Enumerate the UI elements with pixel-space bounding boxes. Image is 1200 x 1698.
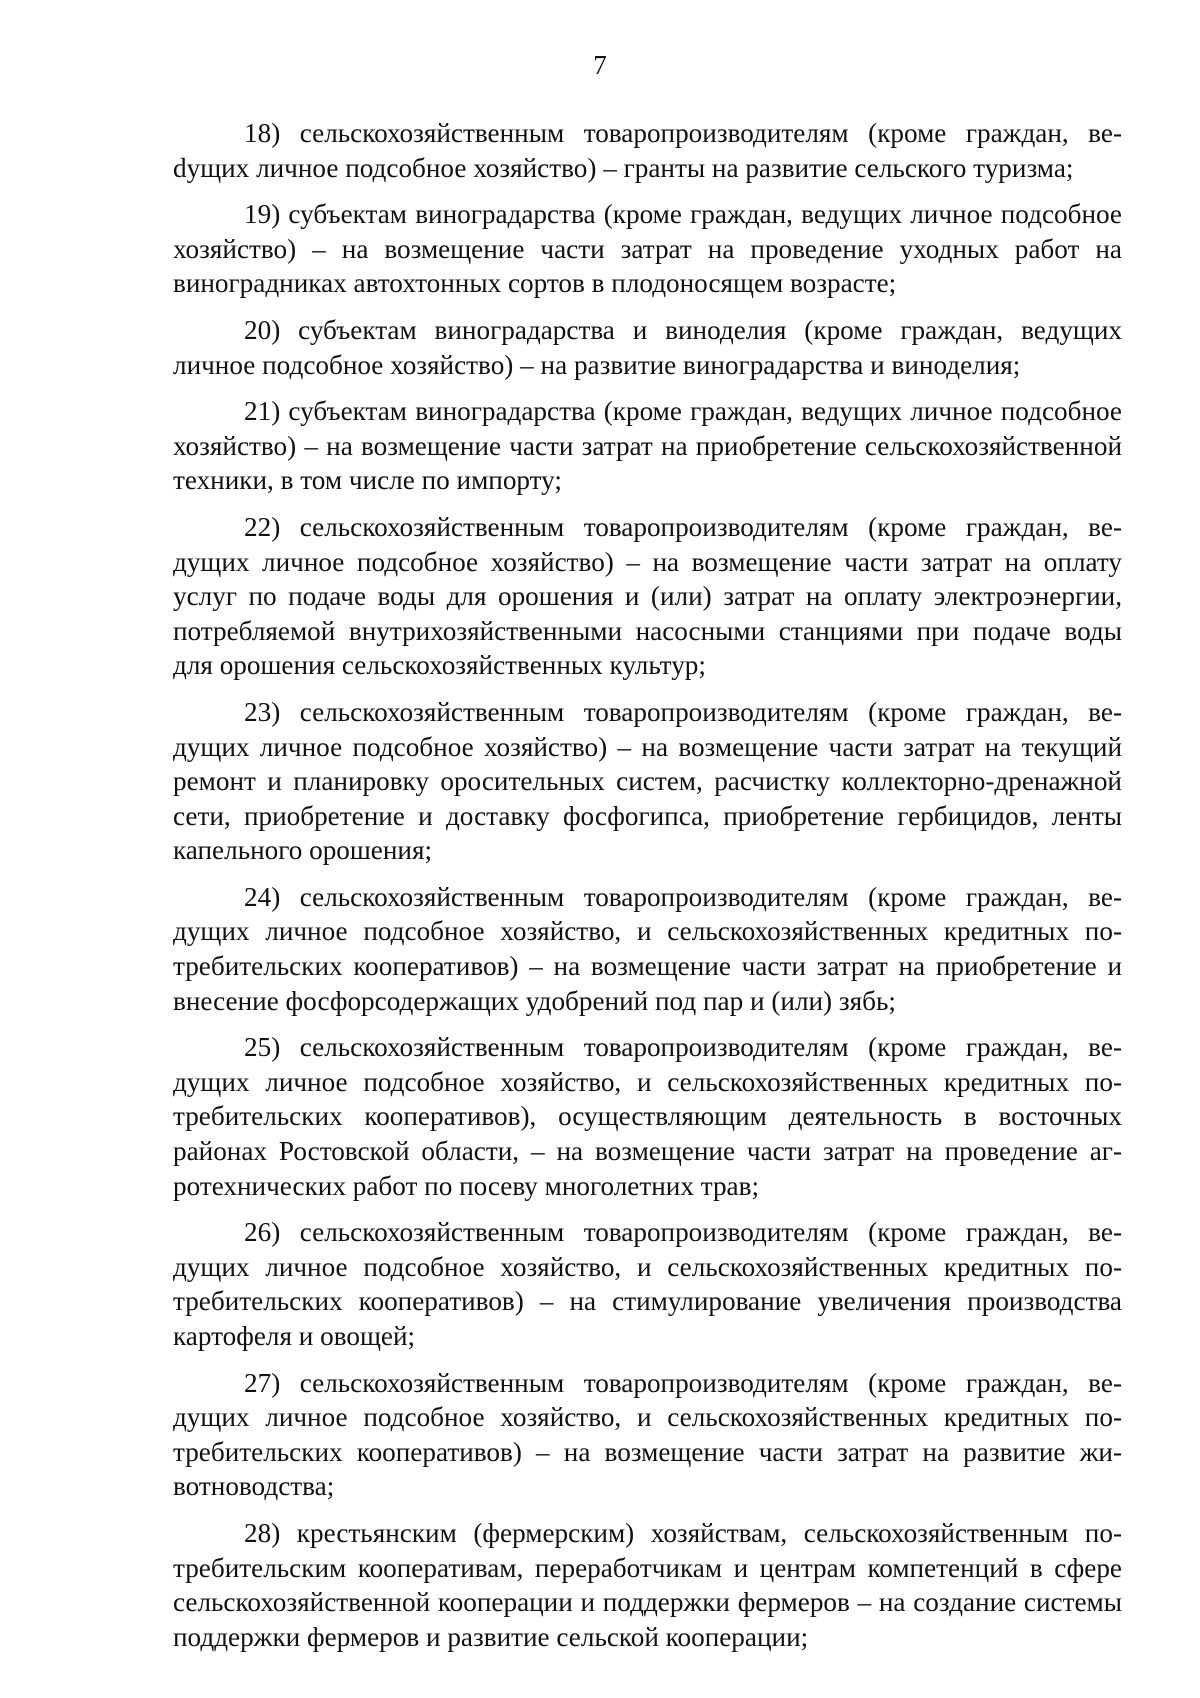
paragraph-24: 24) сельскохозяйственным товаропроизводителям (кроме граждан, ведущих личное подсобное хозяйство, и сельскохозяйственных кредитных потребительских кооперативов) – на возмещение части затрат на приобретение и внесение фосфорсодержащих удобрений под пар и (или) зябь; [173, 881, 1122, 1016]
paragraph-26: 26) сельскохозяйственным товаропроизводителям (кроме граждан, ведущих личное подсобное хозяйство, и сельскохозяйственных кредитных потребительских кооперативов) – на стимулирование увеличения производства картофеля и овощей; [173, 1217, 1122, 1351]
page-number: 7 [593, 50, 607, 80]
paragraph-20: 20) субъектам виноградарства и виноделия (кроме граждан, ведущих личное подсобное хозяйство) – на развитие виноградарства и виноделия; [173, 314, 1122, 380]
paragraph-23: 23) сельскохозяйственным товаропроизводителям (кроме граждан, ведущих личное подсобное хозяйство) – на возмещение части затрат на текущий ремонт и планировку оросительных систем, расчистку коллекторно-дренажной сети, приобретение и доставку фосфогипса, приобретение гербицидов, ленты капельного орошения; [173, 696, 1122, 866]
document-body [173, 116, 1122, 1666]
paragraph-28: 28) крестьянским (фермерским) хозяйствам, сельскохозяйственным потребительским кооперативам, переработчикам и центрам компетенций в сфере сельскохозяйственной кооперации и поддержки фермеров – на создание системы поддержки фермеров и развитие сельской кооперации; [173, 1517, 1122, 1652]
paragraph-18: 18) сельскохозяйственным товаропроизводителям (кроме граждан, веdущих личное подсобное хозяйство) – гранты на развитие сельского туризма; [173, 118, 1122, 183]
paragraph-22: 22) сельскохозяйственным товаропроизводителям (кроме граждан, ведущих личное подсобное хозяйство) – на возмещение части затрат на оплату услуг по подаче воды для орошения и (или) затрат на оплату электроэнергии, потребляемой внутрихозяйственными насосными станциями при подаче воды для орошения сельскохозяйственных культур; [173, 511, 1122, 681]
paragraph-27: 27) сельскохозяйственным товаропроизводителям (кроме граждан, ведущих личное подсобное хозяйство, и сельскохозяйственных кредитных потребительских кооперативов) – на возмещение части затрат на развитие животноводства; [173, 1367, 1122, 1502]
paragraph-21: 21) субъектам виноградарства (кроме граждан, ведущих личное подсобное хозяйство) – на возмещение части затрат на приобретение сельскохозяйственной техники, в том числе по импорту; [173, 396, 1122, 496]
paragraph-25: 25) сельскохозяйственным товаропроизводителям (кроме граждан, ведущих личное подсобное хозяйство, и сельскохозяйственных кредитных потребительских кооперативов), осуществляющим деятельность в восточных районах Ростовской области, – на возмещение части затрат на проведение агротехнических работ по посеву многолетних трав; [173, 1032, 1122, 1201]
paragraph-19: 19) субъектам виноградарства (кроме граждан, ведущих личное подсобное хозяйство) – на возмещение части затрат на проведение уходных работ на виноградниках автохтонных сортов в плодоносящем возрасте; [173, 199, 1122, 299]
